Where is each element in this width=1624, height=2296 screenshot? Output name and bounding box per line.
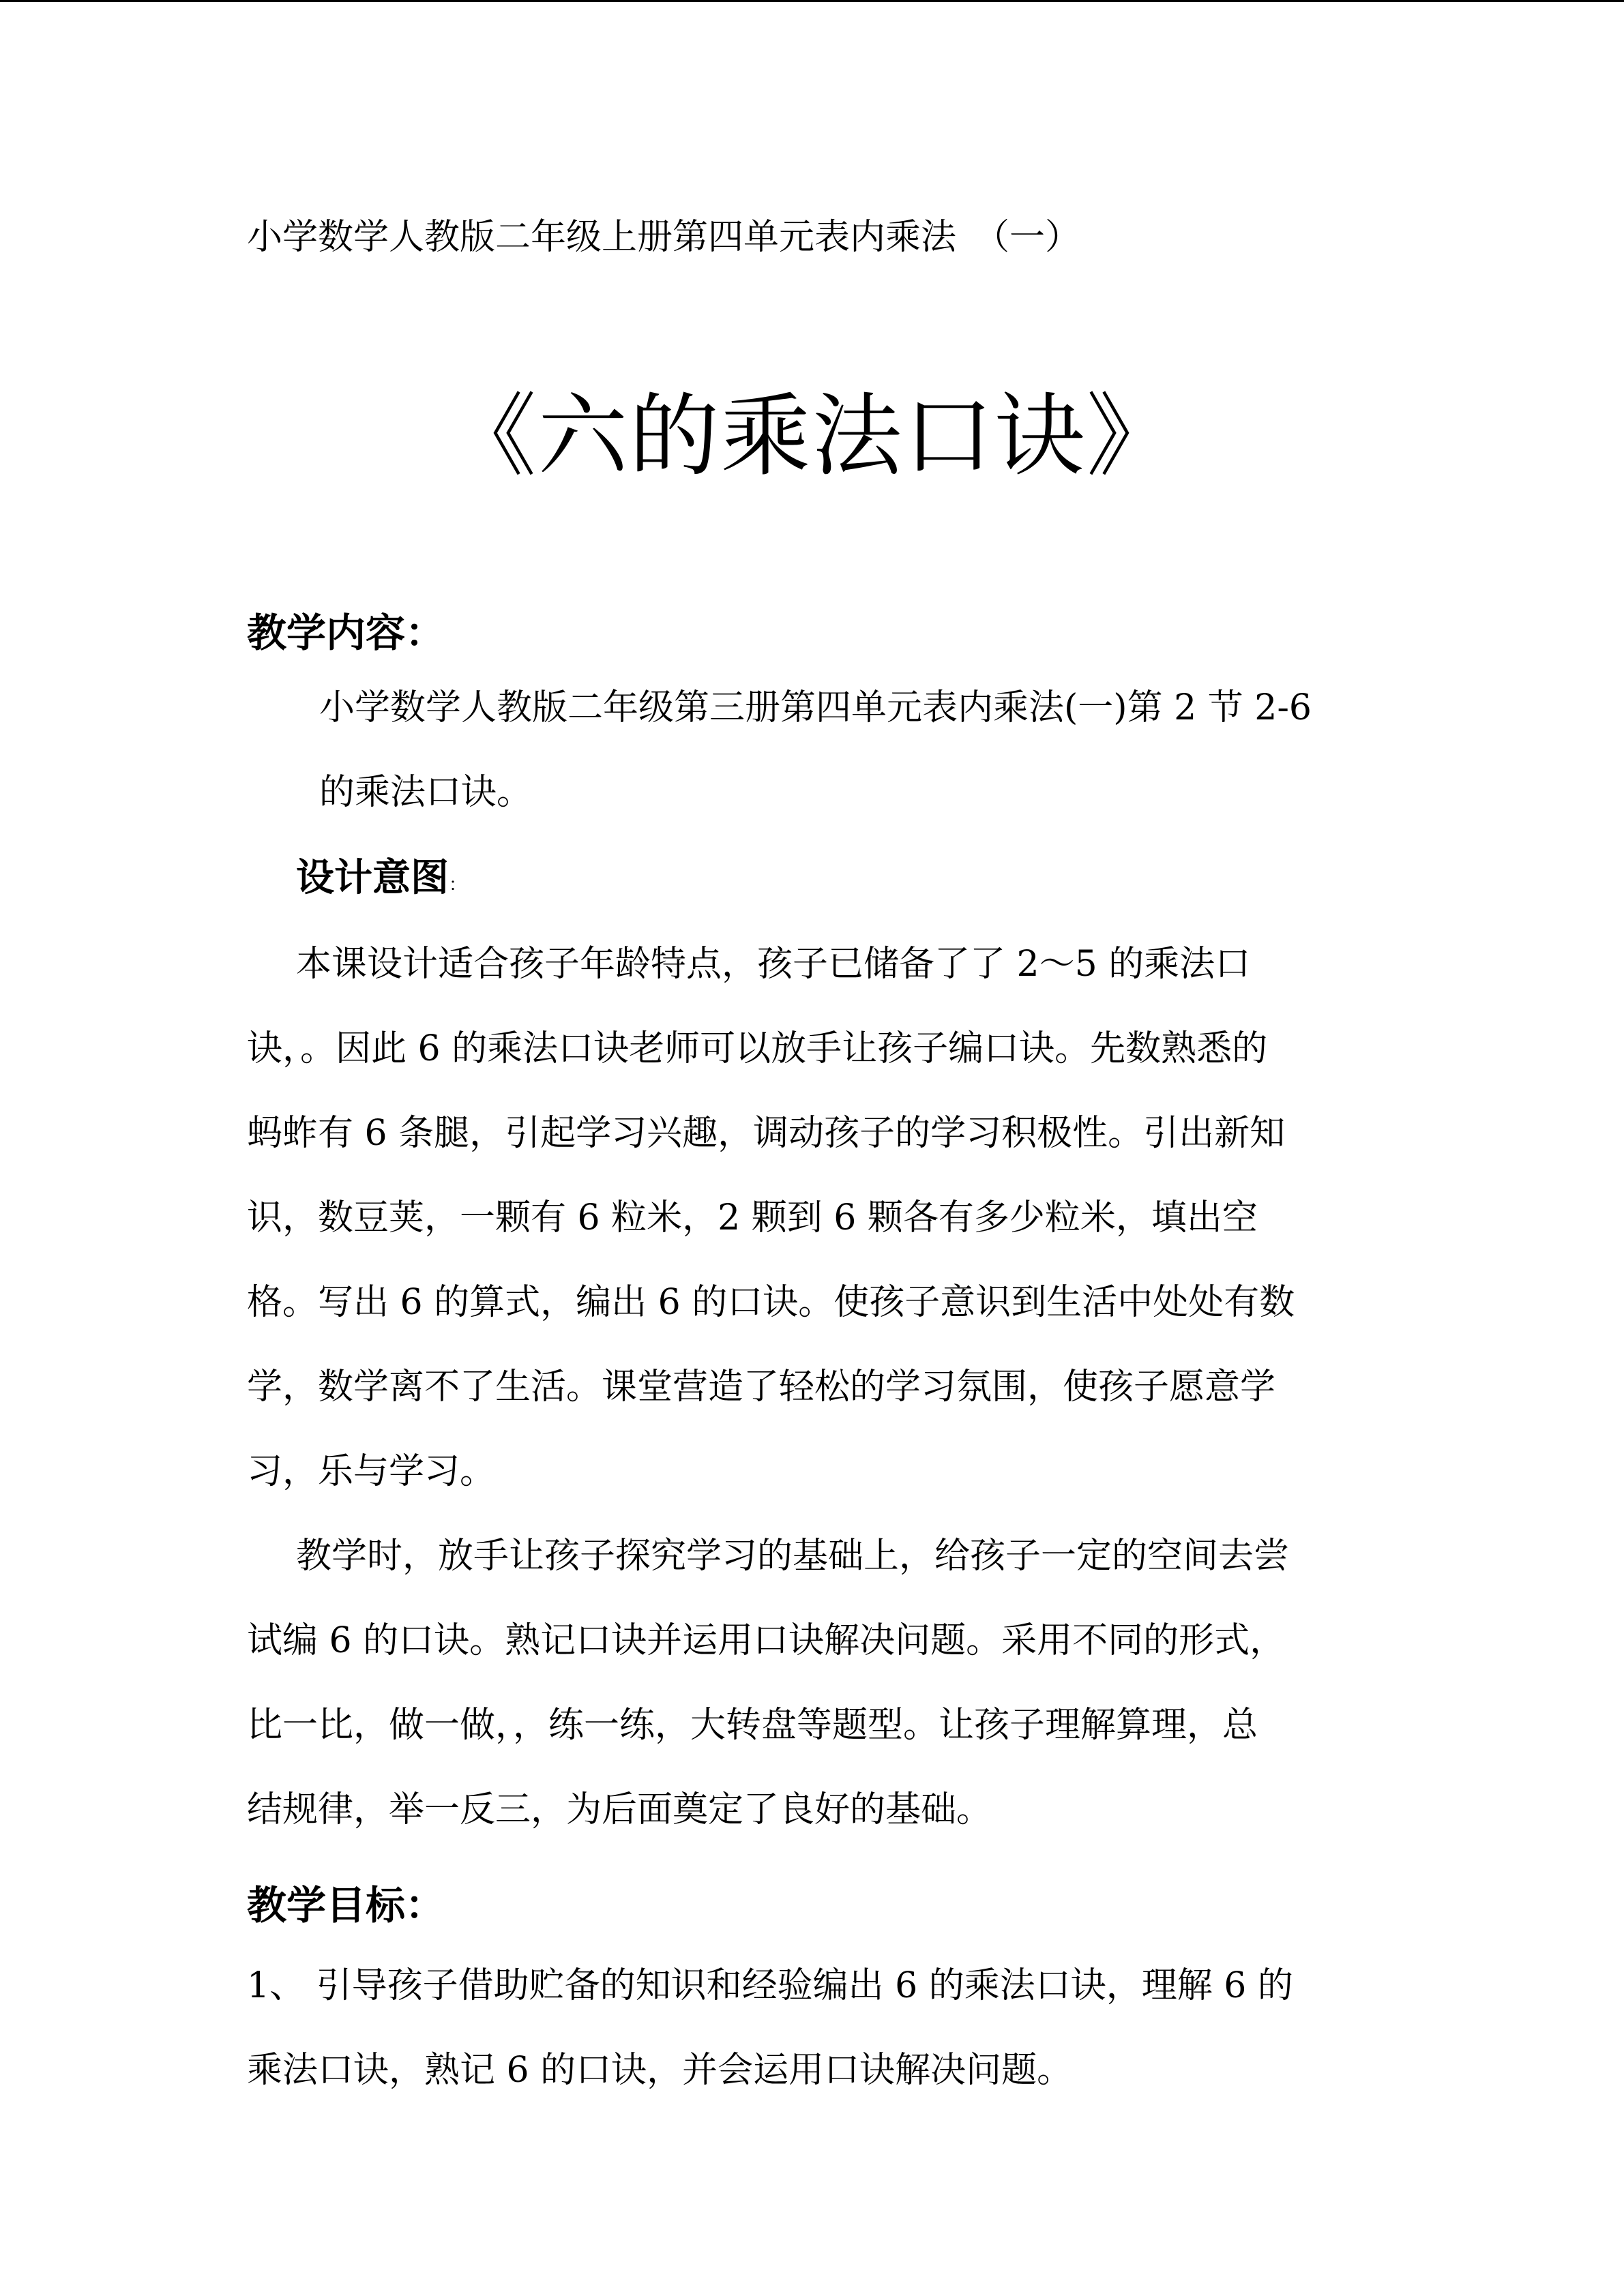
unit-label: 小学数学人教版二年级上册第四单元表内乘法 （一） [247, 217, 1081, 258]
design-intent-line: 结规律，举一反三，为后面奠定了良好的基础。 [247, 1789, 992, 1830]
teaching-goals-heading: 教学目标： [247, 1882, 445, 1928]
design-intent-heading-colon: ： [449, 875, 467, 895]
design-intent-line: 识，数豆荚，一颗有 6 粒米，2 颗到 6 颗各有多少粒米，填出空 [247, 1197, 1258, 1238]
design-intent-line: 比一比，做一做，，练一练，大转盘等题型。让孩子理解算理，总 [247, 1705, 1258, 1746]
design-intent-line: 学，数学离不了生活。课堂营造了轻松的学习氛围，使孩子愿意学 [247, 1367, 1276, 1407]
page-top-border [0, 0, 1624, 2]
design-intent-line: 蚂蚱有 6 条腿，引起学习兴趣，调动孩子的学习积极性。引出新知 [247, 1113, 1286, 1154]
design-intent-line: 试编 6 的口诀。熟记口诀并运用口诀解决问题。采用不同的形式， [247, 1620, 1286, 1661]
design-intent-line: 格。写出 6 的算式，编出 6 的口诀。使孩子意识到生活中处处有数 [247, 1282, 1295, 1323]
design-intent-line: 诀，。因此 6 的乘法口诀老师可以放手让孩子编口诀。先数熟悉的 [247, 1028, 1268, 1069]
teaching-goal-line: 乘法口诀，熟记 6 的口诀，并会运用口诀解决问题。 [247, 2050, 1073, 2091]
design-intent-line: 本课设计适合孩子年龄特点，孩子已储备了了 2～5 的乘法口 [296, 944, 1251, 985]
teaching-content-line: 的乘法口诀。 [319, 772, 533, 813]
design-intent-heading-text: 设计意图 [296, 856, 449, 900]
document-title: 《六的乘法口诀》 [446, 384, 1178, 489]
teaching-content-line: 小学数学人教版二年级第三册第四单元表内乘法(一)第 2 节 2-6 [319, 687, 1312, 728]
teaching-content-heading: 教学内容： [247, 610, 445, 656]
design-intent-line: 习，乐与学习。 [247, 1451, 496, 1492]
teaching-goal-line: 1、 引导孩子借助贮备的知识和经验编出 6 的乘法口诀，理解 6 的 [247, 1965, 1293, 2006]
design-intent-heading [296, 844, 467, 919]
design-intent-line: 教学时，放手让孩子探究学习的基础上，给孩子一定的空间去尝 [296, 1536, 1290, 1577]
